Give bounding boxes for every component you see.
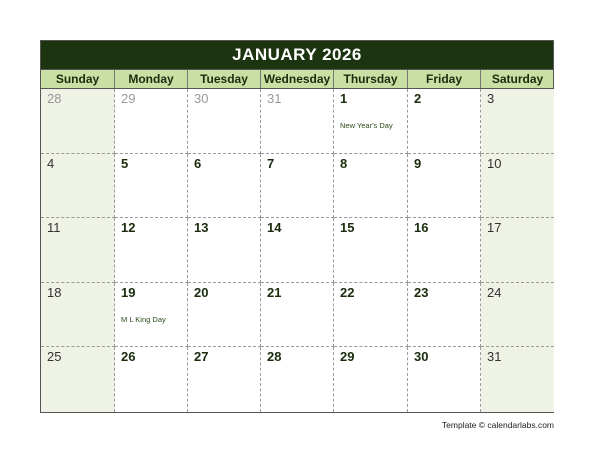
day-number: 19 [121,284,136,300]
day-cell [41,347,115,412]
weekday-sunday: Sunday [41,70,115,88]
day-number: 8 [340,155,348,171]
day-number: 14 [267,220,282,236]
day-cell [115,347,188,412]
day-cell [261,154,334,219]
month-calendar [40,40,554,413]
weekday-wednesday: Wednesday [261,70,334,88]
holiday-label: New Year's Day [340,121,393,130]
day-number: 1 [340,91,348,106]
day-cell [115,154,188,219]
day-number: 18 [47,284,62,300]
day-number: 31 [487,349,502,365]
day-cell [334,283,408,348]
day-number: 13 [194,220,209,236]
day-cell [188,89,261,154]
day-cell [334,89,408,154]
day-cell [481,218,554,283]
day-number: 15 [340,220,355,236]
day-number: 24 [487,284,502,300]
day-number: 4 [47,155,55,171]
day-cell [408,218,481,283]
day-cell [261,89,334,154]
day-number: 21 [267,284,282,300]
day-cell [261,218,334,283]
day-number: 20 [194,284,209,300]
day-number: 22 [340,284,355,300]
day-cell [334,218,408,283]
day-grid [41,89,553,412]
template-credit: Template © calendarlabs.com [441,420,554,430]
day-number: 9 [414,155,422,171]
holiday-label: M L King Day [121,314,166,324]
day-cell [188,347,261,412]
day-number: 30 [194,91,209,106]
day-cell [41,283,115,348]
day-cell [261,347,334,412]
day-cell [188,218,261,283]
day-number: 29 [121,91,136,106]
day-number: 28 [267,349,282,365]
day-number: 28 [47,91,62,106]
day-number: 25 [47,349,62,365]
day-cell [408,89,481,154]
day-cell [481,347,554,412]
weekday-header [41,69,553,89]
day-cell [188,154,261,219]
day-cell [261,283,334,348]
day-cell [115,89,188,154]
day-number: 6 [194,155,202,171]
day-number: 30 [414,349,429,365]
weekday-tuesday: Tuesday [188,70,261,88]
day-number: 7 [267,155,275,171]
day-cell [115,283,188,348]
weekday-saturday: Saturday [491,72,544,86]
day-cell [408,283,481,348]
weekday-friday: Friday [408,70,481,88]
day-cell [408,347,481,412]
day-cell [481,154,554,219]
day-number: 16 [414,220,429,236]
weekday-monday: Monday [115,70,188,88]
day-number: 27 [194,349,209,365]
day-cell [334,347,408,412]
weekday-thursday: Thursday [334,70,408,88]
day-cell [481,89,554,154]
day-number: 11 [47,220,61,236]
day-number: 31 [267,91,282,106]
month-title: JANUARY 2026 [41,41,553,69]
day-cell [41,89,115,154]
day-number: 2 [414,91,422,106]
day-cell [334,154,408,219]
day-number: 17 [487,220,502,236]
day-cell [115,218,188,283]
day-number: 3 [487,91,495,106]
day-number: 12 [121,220,136,236]
day-number: 23 [414,284,429,300]
day-cell [188,283,261,348]
day-number: 26 [121,349,136,365]
day-cell [481,283,554,348]
day-number: 5 [121,155,129,171]
day-number: 29 [340,349,355,365]
day-number: 10 [487,155,502,171]
day-cell [41,154,115,219]
day-cell [41,218,115,283]
day-cell [408,154,481,219]
